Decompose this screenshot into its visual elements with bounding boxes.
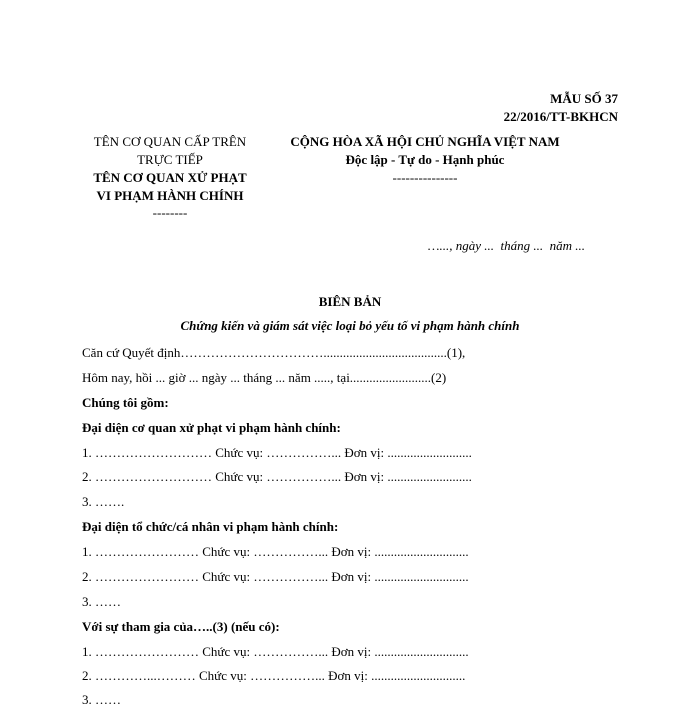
basis-line: Căn cứ Quyết định……………………………......................................(1), — [82, 345, 466, 360]
section3-item: 1. …………………… Chức vụ: ……………... Đơn vị: ............................. — [82, 644, 469, 659]
section3-item: 3. …… — [82, 692, 121, 707]
section1-item: 1. ……………………… Chức vụ: ……………... Đơn vị: .......................... — [82, 445, 472, 460]
agency-name-line1: TÊN CƠ QUAN XỬ PHẠT — [93, 170, 247, 185]
superior-agency-line2: TRỰC TIẾP — [137, 152, 203, 167]
section1-item: 2. ……………………… Chức vụ: ……………... Đơn vị: .......................... — [82, 469, 472, 484]
national-name: CỘNG HÒA XÃ HỘI CHỦ NGHĨA VIỆT NAM — [290, 134, 560, 149]
section1-heading: Đại diện cơ quan xử phạt vi phạm hành chính: — [82, 420, 341, 435]
section2-item: 1. …………………… Chức vụ: ……………... Đơn vị: ............................. — [82, 544, 469, 559]
document-subtitle: Chứng kiến và giám sát việc loại bỏ yếu tố vi phạm hành chính — [180, 318, 520, 333]
section1-item: 3. ……. — [82, 494, 125, 509]
agency-name-line2: VI PHẠM HÀNH CHÍNH — [96, 188, 244, 203]
form-number: MẪU SỐ 37 — [550, 91, 618, 106]
circular-number: 22/2016/TT-BKHCN — [503, 109, 618, 124]
we-are-label: Chúng tôi gồm: — [82, 395, 169, 410]
agency-divider: -------- — [152, 205, 188, 220]
section2-heading: Đại diện tổ chức/cá nhân vi phạm hành chính: — [82, 519, 339, 534]
section3-heading: Với sự tham gia của…..(3) (nếu có): — [82, 619, 280, 634]
today-line: Hôm nay, hồi ... giờ ... ngày ... tháng ... năm ....., tại.........................(2) — [82, 370, 447, 385]
section2-item: 2. …………………… Chức vụ: ……………... Đơn vị: ............................. — [82, 569, 469, 584]
date-line: …..., ngày ... tháng ... năm ... — [427, 238, 585, 253]
national-motto: Độc lập - Tự do - Hạnh phúc — [345, 152, 505, 167]
national-divider: --------------- — [392, 170, 458, 185]
section2-item: 3. …… — [82, 594, 121, 609]
section3-item: 2. …………...……… Chức vụ: ……………... Đơn vị: ............................. — [82, 668, 466, 683]
document-title: BIÊN BẢN — [318, 294, 382, 309]
superior-agency-line1: TÊN CƠ QUAN CẤP TRÊN — [93, 134, 247, 149]
